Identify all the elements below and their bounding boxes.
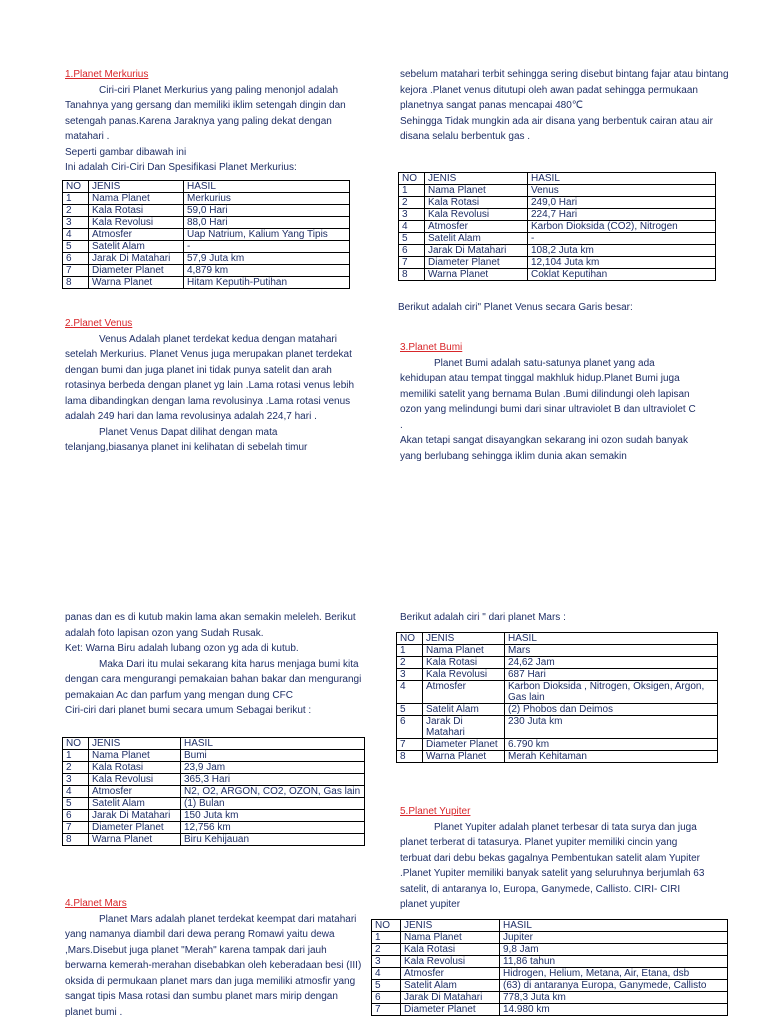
table-row — [63, 265, 350, 277]
table-cell: Kala Rotasi — [401, 944, 500, 956]
table-cell: 8 — [63, 277, 89, 289]
table-cell: 3 — [399, 209, 425, 221]
table-header-cell: HASIL — [184, 181, 350, 193]
table-row — [399, 209, 716, 221]
table-cell: Jarak Di Matahari — [423, 716, 505, 739]
table-cell: 6 — [63, 810, 89, 822]
table-cell: Warna Planet — [89, 277, 184, 289]
bumi-continuation-text: Ket: Warna Biru adalah lubang ozon yg ada di kutub. — [65, 643, 299, 654]
table-cell: Uap Natrium, Kalium Yang Tipis — [184, 229, 350, 241]
table-cell: Warna Planet — [423, 751, 505, 763]
venus-continuation-text: Sehingga Tidak mungkin ada air disana yang berbentuk cairan atau air disana selalu berbentuk gas . — [400, 115, 713, 142]
table-cell: 6 — [399, 245, 425, 257]
table-row — [63, 277, 350, 289]
table-cell: 3 — [63, 217, 89, 229]
table-cell: Merah Kehitaman — [505, 751, 718, 763]
merkurius-paragraph: Ciri-ciri Planet Merkurius yang paling menonjol adalah Tanahnya yang gersang dan memiliki iklim setengah dingin dan setengah panas.Karena Jaraknya yang paling dekat dengan matahari . — [65, 84, 346, 142]
table-cell: Nama Planet — [89, 750, 181, 762]
venus-continuation — [400, 67, 730, 145]
table-cell: (2) Phobos dan Deimos — [505, 704, 718, 716]
table-cell: Nama Planet — [423, 645, 505, 657]
bumi-section — [400, 340, 700, 464]
merkurius-paragraph: Seperti gambar dibawah ini — [65, 146, 187, 158]
bumi-table — [62, 737, 365, 846]
table-cell: Jarak Di Matahari — [401, 992, 500, 1004]
table-cell: 14.980 km — [500, 1004, 728, 1016]
table-cell: Satelit Alam — [89, 798, 181, 810]
table-cell: Kala Revolusi — [425, 209, 528, 221]
table-row — [63, 253, 350, 265]
table-cell: 150 Juta km — [181, 810, 365, 822]
table-cell: 7 — [399, 257, 425, 269]
table-cell: Diameter Planet — [401, 1004, 500, 1016]
table-cell: 2 — [397, 657, 423, 669]
table-cell: 57,9 Juta km — [184, 253, 350, 265]
table-row — [63, 217, 350, 229]
table-row — [397, 645, 718, 657]
table-cell: 3 — [63, 774, 89, 786]
table-header-cell: JENIS — [89, 181, 184, 193]
table-cell: 8 — [399, 269, 425, 281]
bumi-continuation-text: Maka Dari itu mulai sekarang kita harus menjaga bumi kita dengan cara mengurangi pemakaian bahan bakar dan mengurangi pemakaian Ac dan parfum yang mengan dung CFC — [65, 658, 362, 701]
table-cell: Kala Rotasi — [425, 197, 528, 209]
table-row — [63, 193, 350, 205]
table-cell: Karbon Dioksida (CO2), Nitrogen — [528, 221, 716, 233]
table-cell: 59,0 Hari — [184, 205, 350, 217]
table-cell: Mars — [505, 645, 718, 657]
merkurius-paragraph: Ini adalah Ciri-Ciri Dan Spesifikasi Planet Merkurius: — [65, 162, 297, 173]
table-row — [397, 657, 718, 669]
table-cell: 24,62 Jam — [505, 657, 718, 669]
table-cell: 23,9 Jam — [181, 762, 365, 774]
table-row — [397, 704, 718, 716]
venus-table — [398, 172, 716, 281]
table-row — [63, 750, 365, 762]
table-cell: 7 — [397, 739, 423, 751]
table-cell: 1 — [63, 193, 89, 205]
table-cell: Diameter Planet — [425, 257, 528, 269]
yupiter-table — [371, 919, 728, 1016]
bumi-heading: 3.Planet Bumi — [400, 342, 463, 353]
table-cell: 5 — [372, 980, 401, 992]
table-cell: - — [184, 241, 350, 253]
table-cell: Atmosfer — [89, 229, 184, 241]
mars-intro-text: Berikut adalah ciri " dari planet Mars : — [400, 612, 566, 623]
table-header-cell: NO — [399, 173, 425, 185]
table-cell: N2, O2, ARGON, CO2, OZON, Gas lain — [181, 786, 365, 798]
table-cell: Satelit Alam — [423, 704, 505, 716]
table-cell: Warna Planet — [89, 834, 181, 846]
table-header-row — [399, 173, 716, 185]
table-cell: Nama Planet — [89, 193, 184, 205]
table-cell: Coklat Keputihan — [528, 269, 716, 281]
table-cell: Atmosfer — [401, 968, 500, 980]
table-cell: 6.790 km — [505, 739, 718, 751]
bumi-continuation-text: panas dan es di kutub makin lama akan semakin meleleh. Berikut adalah foto lapisan ozon yang Sudah Rusak. — [65, 612, 356, 639]
table-row — [63, 798, 365, 810]
table-cell: 5 — [397, 704, 423, 716]
table-cell: Kala Rotasi — [89, 762, 181, 774]
table-row — [399, 245, 716, 257]
table-cell: 8 — [63, 834, 89, 846]
table-cell: 88,0 Hari — [184, 217, 350, 229]
table-row — [397, 739, 718, 751]
table-cell: 6 — [397, 716, 423, 739]
table-header-row — [372, 920, 728, 932]
table-row — [63, 774, 365, 786]
table-cell: Kala Revolusi — [423, 669, 505, 681]
table-cell: Satelit Alam — [425, 233, 528, 245]
table-cell: 6 — [63, 253, 89, 265]
table-cell: (63) di antaranya Europa, Ganymede, Callisto — [500, 980, 728, 992]
table-cell: (1) Bulan — [181, 798, 365, 810]
table-cell: 8 — [397, 751, 423, 763]
table-cell: 4 — [63, 786, 89, 798]
merkurius-section — [65, 67, 355, 176]
table-cell: 249,0 Hari — [528, 197, 716, 209]
venus-paragraph: Planet Venus Dapat dilihat dengan mata telanjang,biasanya planet ini kelihatan di sebelah timur — [65, 426, 308, 453]
table-cell: Jarak Di Matahari — [425, 245, 528, 257]
table-cell: 687 Hari — [505, 669, 718, 681]
table-row — [372, 944, 728, 956]
table-cell: Jupiter — [500, 932, 728, 944]
table-header-cell: JENIS — [89, 738, 181, 750]
venus-section — [65, 316, 355, 456]
table-cell: 5 — [399, 233, 425, 245]
table-cell: 2 — [399, 197, 425, 209]
table-row — [63, 786, 365, 798]
table-cell: 4 — [397, 681, 423, 704]
table-cell: Atmosfer — [425, 221, 528, 233]
yupiter-heading: 5.Planet Yupiter — [400, 806, 471, 817]
table-row — [397, 716, 718, 739]
yupiter-paragraph: Planet Yupiter adalah planet terbesar di tata surya dan juga planet terberat di tatasurya. Planet yupiter memiliki cincin yang terbuat dari debu bekas gagalnya Pembentukan satelit alam Yupiter .Planet Yupiter memiliki banyak satelit yang seluruhnya berjumlah 63 satelit, di antaranya Io, Europa, Ganymede, Callisto. CIRI- CIRI planet yupiter — [400, 821, 705, 910]
table-cell: 1 — [63, 750, 89, 762]
venus-paragraph: Venus Adalah planet terdekat kedua dengan matahari setelah Merkurius. Planet Venus juga merupakan planet terdekat dengan bumi dan juga planet ini tidak punya satelit dan arah rotasinya berbeda dengan planet yg lain .Lama rotasi venus lebih lama dibandingkan dengan lama revolusinya .Lama rotasi venus adalah 249 hari dan lama revolusinya adalah 224,7 hari . — [65, 333, 355, 422]
table-cell: Satelit Alam — [401, 980, 500, 992]
bumi-paragraph: Akan tetapi sangat disayangkan sekarang ini ozon sudah banyak yang berlubang sehingga iklim dunia akan semakin — [400, 435, 688, 462]
table-cell: Biru Kehijauan — [181, 834, 365, 846]
table-row — [399, 197, 716, 209]
table-cell: - — [528, 233, 716, 245]
table-row — [372, 980, 728, 992]
table-row — [63, 834, 365, 846]
table-cell: 7 — [372, 1004, 401, 1016]
table-cell: 5 — [63, 798, 89, 810]
table-cell: Nama Planet — [401, 932, 500, 944]
table-row — [372, 932, 728, 944]
table-cell: 3 — [372, 956, 401, 968]
table-row — [399, 233, 716, 245]
table-cell: Venus — [528, 185, 716, 197]
table-cell: Diameter Planet — [89, 822, 181, 834]
table-cell: 3 — [397, 669, 423, 681]
table-cell: 2 — [63, 205, 89, 217]
mars-section — [65, 896, 365, 1020]
venus-continuation-text: sebelum matahari terbit sehingga sering disebut bintang fajar atau bintang kejora .Planet venus ditutupi oleh awan padat sehingga permukaan planetnya sangat panas mencapai 480℃ — [400, 69, 729, 111]
table-cell: Karbon Dioksida , Nitrogen, Oksigen, Argon, Gas lain — [505, 681, 718, 704]
table-header-cell: NO — [397, 633, 423, 645]
table-cell: Kala Revolusi — [89, 217, 184, 229]
table-cell: 12,756 km — [181, 822, 365, 834]
table-row — [63, 762, 365, 774]
table-cell: Warna Planet — [425, 269, 528, 281]
table-cell: 2 — [372, 944, 401, 956]
table-header-row — [397, 633, 718, 645]
table-header-cell: JENIS — [401, 920, 500, 932]
table-row — [397, 669, 718, 681]
table-cell: Atmosfer — [89, 786, 181, 798]
table-row — [399, 257, 716, 269]
table-row — [63, 205, 350, 217]
table-header-row — [63, 738, 365, 750]
table-header-cell: HASIL — [528, 173, 716, 185]
table-cell: 108,2 Juta km — [528, 245, 716, 257]
mars-heading: 4.Planet Mars — [65, 898, 127, 909]
table-cell: Kala Rotasi — [89, 205, 184, 217]
table-cell: Hidrogen, Helium, Metana, Air, Etana, dsb — [500, 968, 728, 980]
table-cell: Bumi — [181, 750, 365, 762]
table-row — [397, 751, 718, 763]
table-row — [63, 822, 365, 834]
venus-heading: 2.Planet Venus — [65, 318, 133, 329]
table-cell: 230 Juta km — [505, 716, 718, 739]
table-header-cell: JENIS — [425, 173, 528, 185]
table-cell: Kala Rotasi — [423, 657, 505, 669]
table-cell: 4 — [372, 968, 401, 980]
table-header-cell: NO — [63, 181, 89, 193]
table-cell: 4,879 km — [184, 265, 350, 277]
table-row — [63, 810, 365, 822]
bumi-paragraph: Planet Bumi adalah satu-satunya planet yang ada kehidupan atau tempat tinggal makhluk hidup.Planet Bumi juga memiliki satelit yang bernama Bulan .Bumi dilindungi oleh lapisan ozon yang melindungi bumi dari sinar ultraviolet B dan ultraviolet C . — [400, 357, 696, 431]
table-header-cell: NO — [63, 738, 89, 750]
table-cell: Kala Revolusi — [401, 956, 500, 968]
venus-after-table-text: Berikut adalah ciri" Planet Venus secara Garis besar: — [398, 302, 633, 313]
table-header-row — [63, 181, 350, 193]
table-row — [63, 241, 350, 253]
table-row — [399, 221, 716, 233]
table-cell: 2 — [63, 762, 89, 774]
table-row — [372, 1004, 728, 1016]
table-cell: 1 — [372, 932, 401, 944]
table-cell: 7 — [63, 265, 89, 277]
table-cell: Jarak Di Matahari — [89, 810, 181, 822]
table-cell: 1 — [399, 185, 425, 197]
table-cell: Kala Revolusi — [89, 774, 181, 786]
table-cell: 12,104 Juta km — [528, 257, 716, 269]
table-cell: Diameter Planet — [423, 739, 505, 751]
venus-after-table — [398, 300, 728, 316]
table-row — [372, 992, 728, 1004]
table-header-cell: HASIL — [500, 920, 728, 932]
table-cell: 1 — [397, 645, 423, 657]
mars-paragraph: Planet Mars adalah planet terdekat keempat dari matahari yang namanya diambil dari dewa perang Romawi yaitu dewa ,Mars.Disebut juga planet "Merah" karena tampak dari jauh berwarna kemerah-merahan disebabkan oleh keberadaan besi (III) oksida di permukaan planet mars dan juga memiliki atmosfir yang sangat tipis Masa rotasi dan sumbu planet mars mirip dengan planet bumi . — [65, 913, 362, 1018]
table-cell: Atmosfer — [423, 681, 505, 704]
bumi-continuation — [65, 610, 365, 719]
bumi-continuation-text: Ciri-ciri dari planet bumi secara umum Sebagai berikut : — [65, 705, 312, 716]
table-cell: Merkurius — [184, 193, 350, 205]
table-cell: 9,8 Jam — [500, 944, 728, 956]
table-row — [397, 681, 718, 704]
yupiter-section — [400, 804, 710, 913]
table-row — [372, 956, 728, 968]
table-header-cell: HASIL — [181, 738, 365, 750]
table-header-cell: NO — [372, 920, 401, 932]
table-cell: 4 — [63, 229, 89, 241]
table-cell: 365,3 Hari — [181, 774, 365, 786]
mars-table — [396, 632, 718, 763]
mars-intro — [400, 610, 730, 626]
table-cell: 11,86 tahun — [500, 956, 728, 968]
table-cell: 7 — [63, 822, 89, 834]
table-header-cell: HASIL — [505, 633, 718, 645]
table-cell: 778,3 Juta km — [500, 992, 728, 1004]
table-cell: Diameter Planet — [89, 265, 184, 277]
table-row — [399, 185, 716, 197]
table-row — [63, 229, 350, 241]
table-cell: Nama Planet — [425, 185, 528, 197]
table-row — [399, 269, 716, 281]
table-row — [372, 968, 728, 980]
table-header-cell: JENIS — [423, 633, 505, 645]
table-cell: 224,7 Hari — [528, 209, 716, 221]
table-cell: Satelit Alam — [89, 241, 184, 253]
merkurius-heading: 1.Planet Merkurius — [65, 69, 149, 80]
table-cell: Hitam Keputih-Putihan — [184, 277, 350, 289]
table-cell: Jarak Di Matahari — [89, 253, 184, 265]
merkurius-table — [62, 180, 350, 289]
table-cell: 5 — [63, 241, 89, 253]
table-cell: 6 — [372, 992, 401, 1004]
table-cell: 4 — [399, 221, 425, 233]
